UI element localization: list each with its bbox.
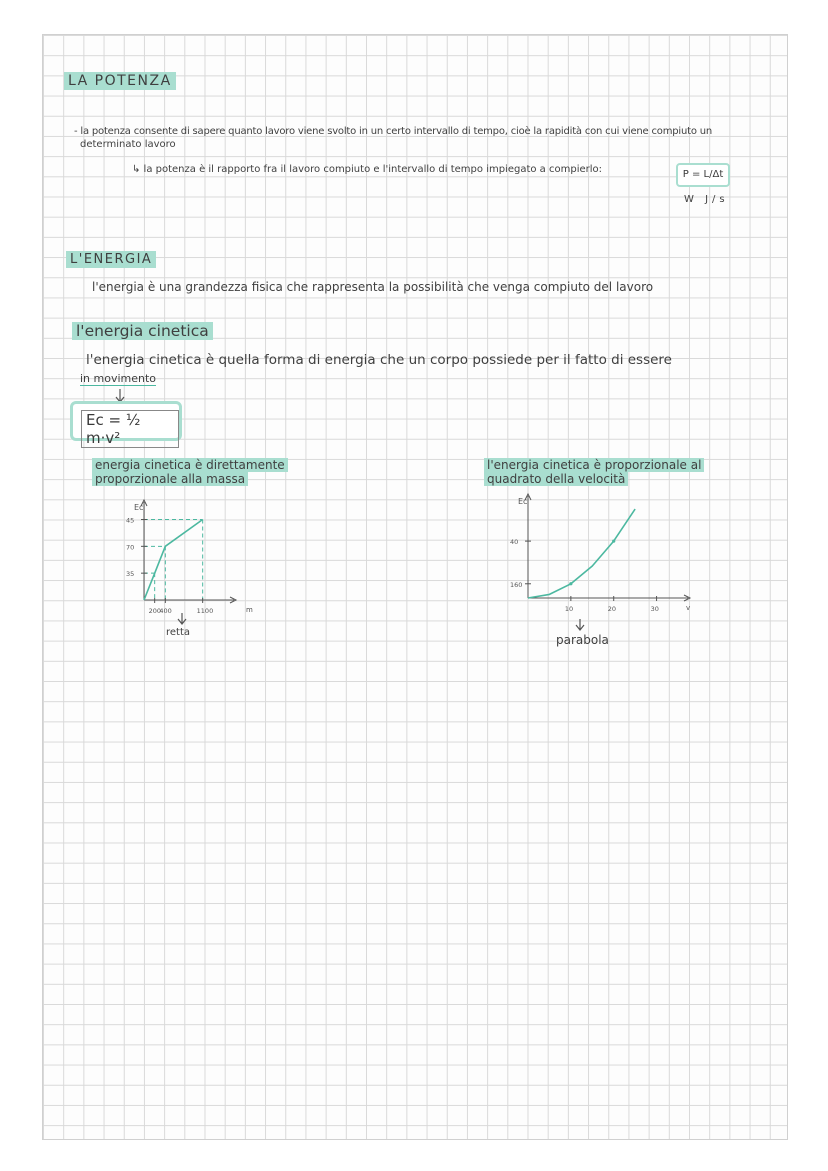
series-line — [144, 520, 203, 601]
arrow-down-icon — [176, 612, 188, 626]
x-tick-label: 200 — [148, 607, 162, 615]
y-tick-label: 160 — [510, 580, 523, 589]
x-tick-label: 1100 — [196, 607, 214, 615]
x-tick-label: 20 — [607, 605, 616, 613]
arrow-down-icon — [574, 618, 586, 632]
power-units: W J/s — [684, 194, 729, 205]
right-chart-caption-2: quadrato della velocità — [484, 472, 628, 486]
x-axis-label: m — [246, 606, 253, 614]
y-tick-label: 45 — [126, 516, 135, 525]
section-title-energia: L'ENERGIA — [66, 251, 156, 268]
cinetica-line-2: in movimento — [80, 372, 157, 385]
x-tick-label: 400 — [159, 607, 172, 615]
kinetic-energy-formula: Ec = ½ m·v² — [81, 410, 179, 448]
data-point — [569, 582, 572, 585]
x-tick-label: 10 — [564, 605, 574, 613]
x-axis-label: v — [686, 604, 691, 612]
x-tick-label: 30 — [650, 605, 659, 613]
section-title-potenza: LA POTENZA — [64, 72, 176, 90]
kinetic-energy-formula-box — [70, 401, 182, 447]
y-tick-label: 40 — [510, 538, 519, 547]
power-formula-box: P = L/Δt — [676, 163, 730, 187]
energia-definition: l'energia è una grandezza fisica che rappresenta la possibilità che venga compiuto del lavoro — [92, 280, 654, 294]
right-chart-label: parabola — [556, 633, 609, 647]
potenza-line-2: determinato lavoro — [80, 139, 176, 150]
right-chart-caption-1: l'energia cinetica è proporzionale al — [484, 458, 704, 472]
left-chart-caption-1: energia cinetica è direttamente — [92, 458, 288, 472]
y-axis-label: Ec — [134, 503, 144, 512]
y-tick-label: 35 — [126, 570, 135, 579]
cinetica-line-1: l'energia cinetica è quella forma di energia che un corpo possiede per il fatto di essere — [86, 352, 672, 368]
section-title-cinetica: l'energia cinetica — [72, 322, 213, 340]
left-chart-label: retta — [166, 627, 191, 638]
data-point — [612, 540, 615, 543]
mass-chart — [112, 496, 272, 616]
potenza-definition: ↳ la potenza è il rapporto fra il lavoro compiuto e l'intervallo di tempo impiegato a compierlo: — [132, 164, 602, 175]
y-axis-label: Ec — [518, 497, 528, 506]
potenza-line-1: - la potenza consente di sapere quanto lavoro viene svolto in un certo intervallo di tempo, cioè la rapidità con cui viene compiuto un — [74, 126, 712, 137]
y-tick-label: 70 — [126, 543, 135, 552]
left-chart-caption-2: proporzionale alla massa — [92, 472, 248, 486]
velocity-chart — [500, 492, 700, 617]
series-line — [528, 509, 635, 598]
